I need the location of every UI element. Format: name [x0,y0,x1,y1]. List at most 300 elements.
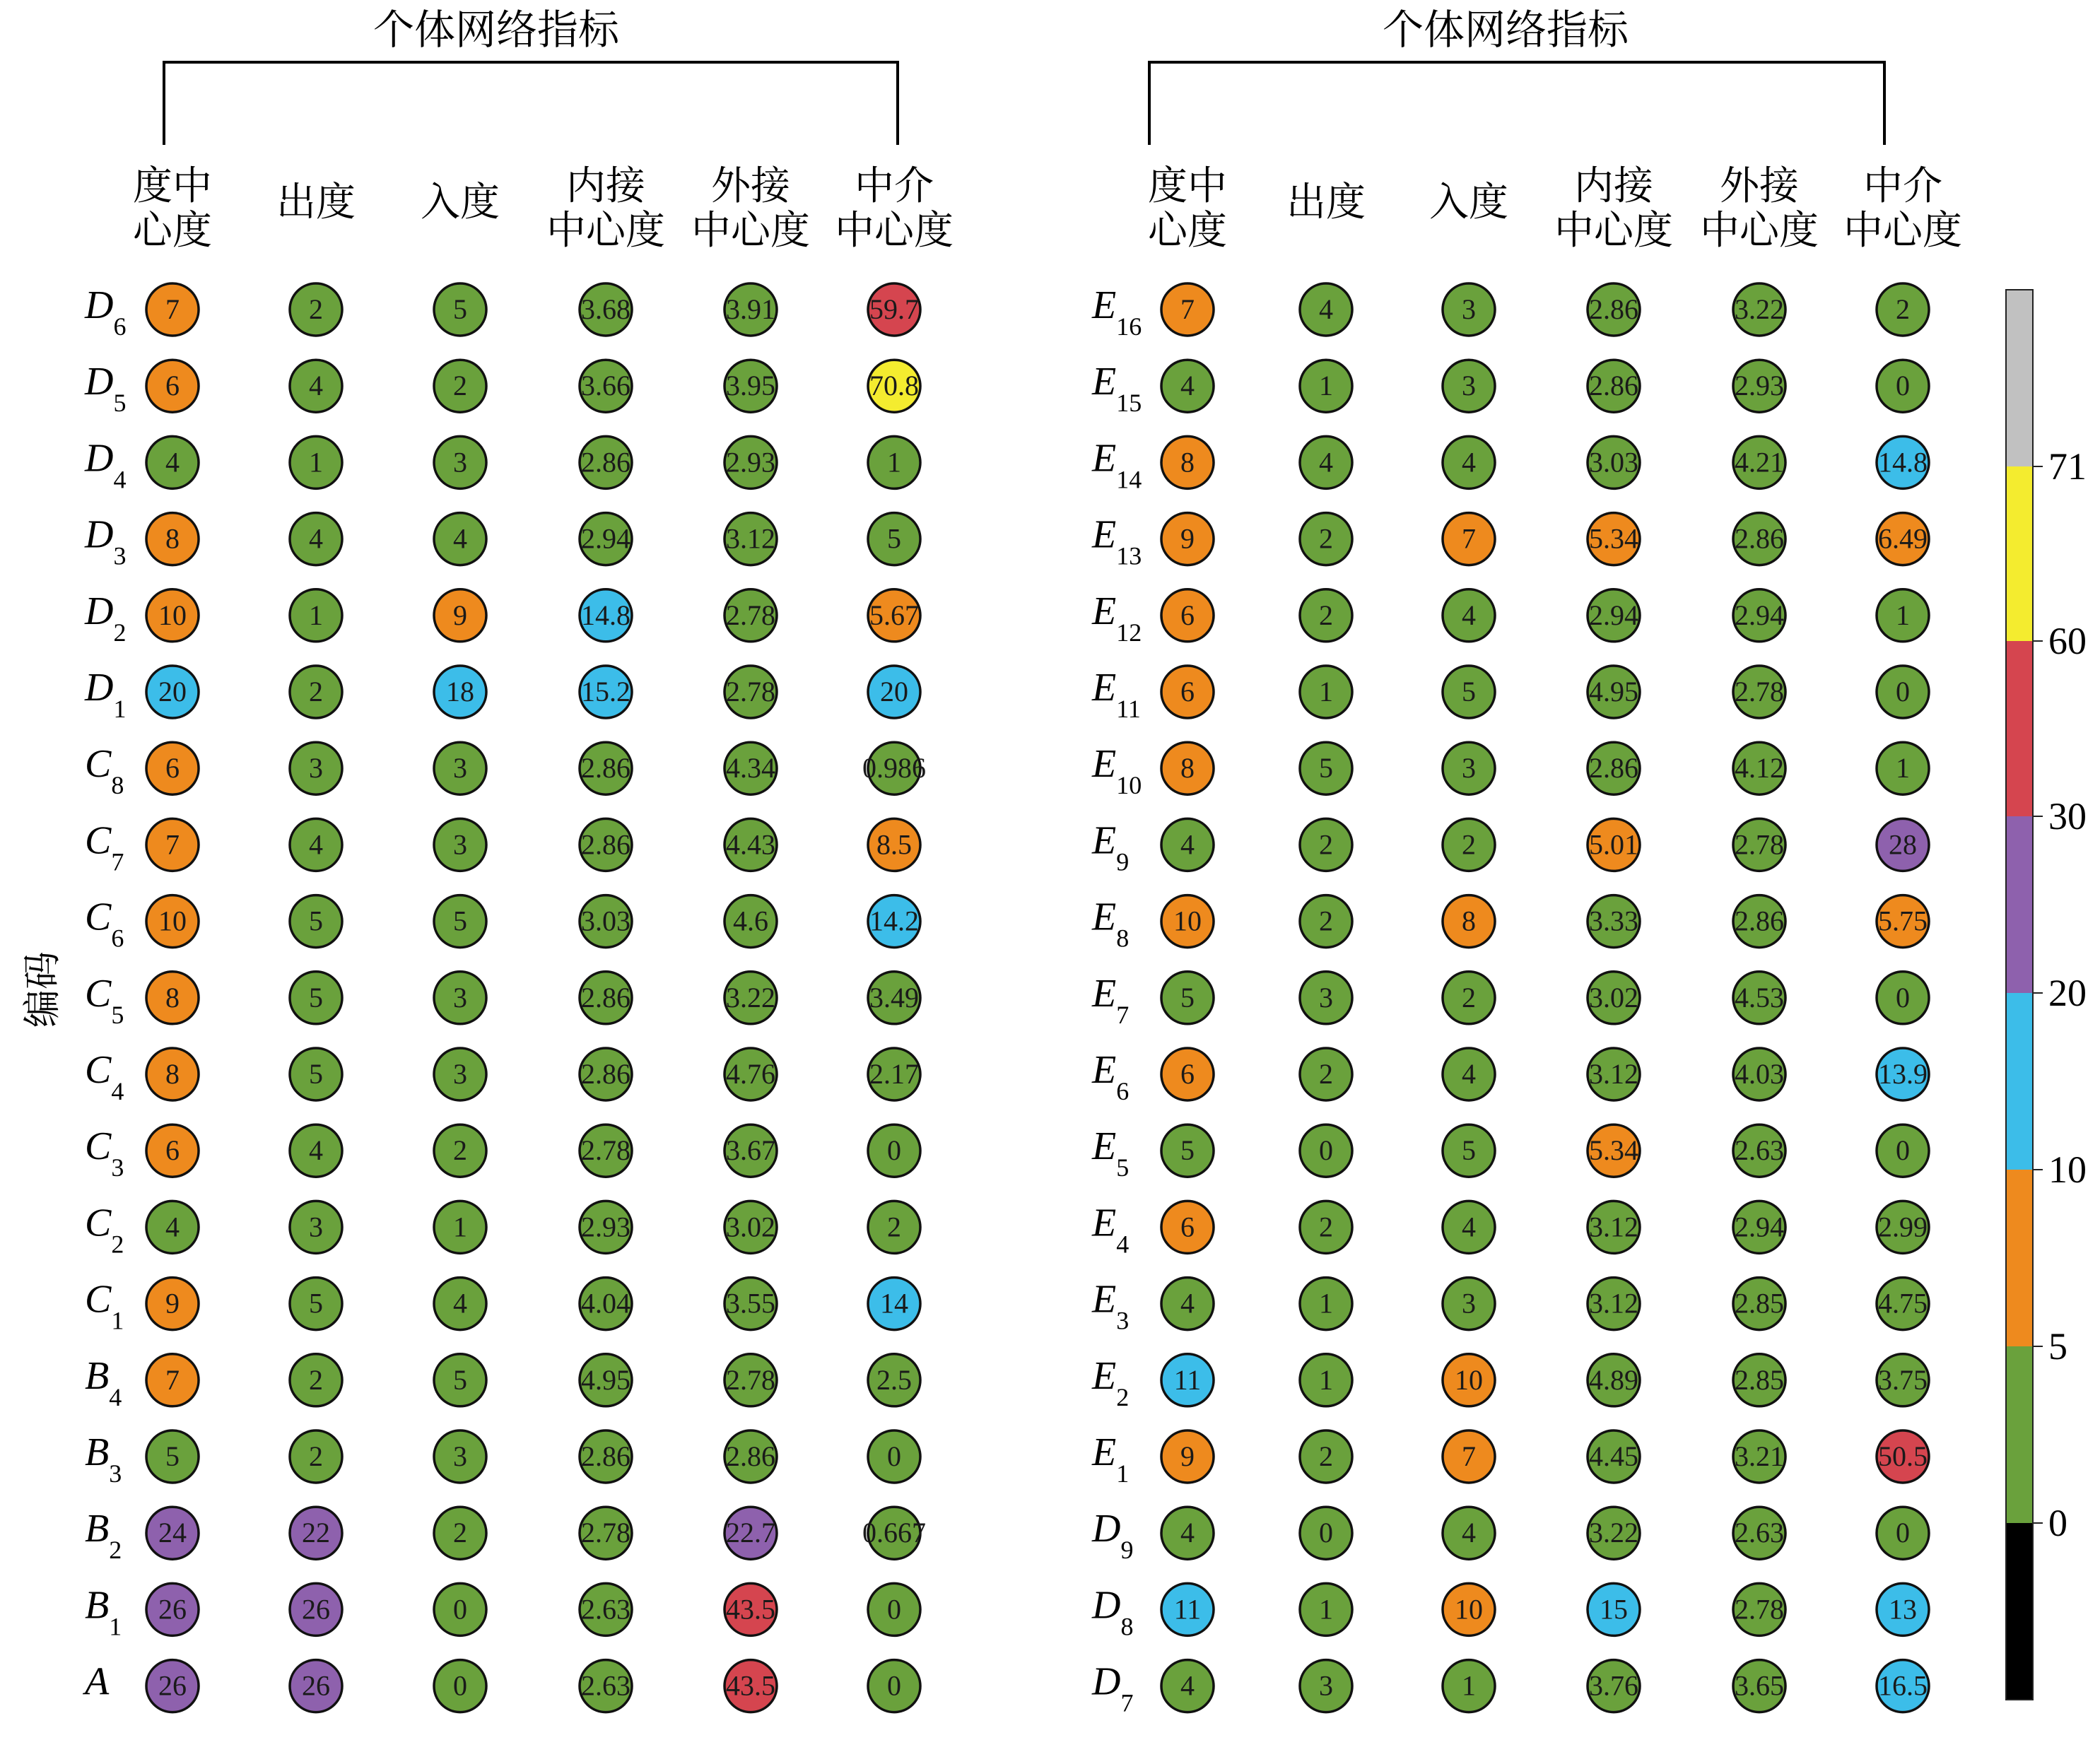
color-legend [2006,290,2087,1700]
colorbar-tick-label: 71 [2048,445,2087,488]
value-label: 0 [1896,370,1910,402]
table-row [85,1507,926,1564]
value-label: 4.04 [581,1287,630,1319]
value-label: 5 [1319,752,1333,784]
colorbar-segment [2006,816,2033,993]
value-label: 10 [158,599,187,631]
value-label: 28 [1889,828,1917,861]
value-label: 4.6 [733,905,768,937]
value-label: 3.12 [726,522,775,555]
value-label: 5 [1462,676,1476,707]
value-label: 3.68 [581,293,630,325]
value-label: 26 [302,1593,330,1626]
value-label: 1 [1896,752,1910,784]
colorbar-segment [2006,290,2033,466]
value-label: 2 [453,370,467,402]
value-label: 4 [165,1211,180,1243]
value-label: 4 [1319,293,1333,325]
value-label: 3 [453,1440,467,1472]
value-label: 2 [453,1517,467,1549]
row-label: $B_4$ [85,1353,122,1411]
row-label: $D_3$ [85,512,127,570]
value-label: 2.63 [1735,1517,1784,1549]
value-label: 4.76 [726,1058,775,1090]
value-label: 2.78 [1735,828,1784,861]
table-row [1091,1201,1929,1258]
table-row [1091,513,1929,570]
value-label: 3 [309,1211,323,1243]
value-label: 10 [1455,1593,1483,1626]
row-label: $E_{12}$ [1092,589,1142,647]
value-label: 2.63 [581,1669,630,1702]
row-label: $D_2$ [85,589,127,647]
table-row [1091,1583,1929,1640]
value-label: 4 [1462,1058,1476,1090]
value-label: 20 [158,676,187,707]
value-label: 10 [158,905,187,937]
value-label: 8 [165,981,180,1013]
value-label: 5 [887,522,901,555]
value-label: 2 [453,1134,467,1167]
value-label: 2.78 [1735,1593,1784,1626]
value-label: 3 [1319,1669,1333,1702]
value-label: 2.86 [1589,752,1638,784]
value-label: 7 [1462,522,1476,555]
value-label: 2.86 [581,1440,630,1472]
value-label: 5.01 [1589,828,1638,861]
value-label: 2.94 [1735,1211,1784,1243]
row-label: $D_4$ [85,436,127,494]
value-label: 13 [1889,1593,1917,1626]
value-label: 2.86 [581,446,630,478]
value-label: 2.93 [581,1211,630,1243]
value-label: 14.8 [581,599,630,631]
value-label: 7 [165,1363,180,1396]
value-label: 3.03 [581,905,630,937]
row-label: $C_8$ [85,742,124,800]
row-label: $D_1$ [85,666,127,723]
value-label: 26 [302,1669,330,1702]
value-label: 1 [1319,370,1333,402]
value-label: 2.17 [869,1058,919,1090]
value-label: 0.986 [862,752,926,784]
value-label: 26 [158,1593,187,1626]
value-label: 3 [309,752,323,784]
value-label: 3 [453,446,467,478]
column-header: 度中心度 [133,163,212,254]
value-label: 1 [1319,676,1333,707]
value-label: 3 [453,752,467,784]
row-label: $C_2$ [85,1201,124,1259]
value-label: 7 [1462,1440,1476,1472]
table-row [85,1583,920,1640]
value-label: 9 [1180,522,1195,555]
value-label: 3.91 [726,293,775,325]
value-label: 5.34 [1589,1134,1638,1167]
value-label: 2 [1319,905,1333,937]
value-label: 4.45 [1589,1440,1638,1472]
value-label: 2.86 [1735,905,1784,937]
value-label: 5.34 [1589,522,1638,555]
value-label: 6 [1180,1058,1195,1090]
table-row [1091,972,1929,1029]
value-label: 8 [1462,905,1476,937]
value-label: 1 [1319,1593,1333,1626]
value-label: 2.86 [581,1058,630,1090]
value-label: 2.86 [726,1440,775,1472]
value-label: 4.43 [726,828,775,861]
value-label: 2.78 [726,676,775,707]
value-label: 2.93 [726,446,775,478]
table-row [1091,1660,1929,1717]
value-label: 2 [887,1211,901,1243]
panel-2 [1091,6,1962,1717]
row-label: $D_7$ [1092,1659,1134,1717]
value-label: 2.86 [1735,522,1784,555]
table-row [1091,895,1929,953]
value-label: 2.86 [1589,370,1638,402]
table-row [85,1354,920,1411]
colorbar-segment [2006,641,2033,816]
table-row [84,360,920,417]
value-label: 14.8 [1878,446,1928,478]
value-label: 2.94 [581,522,630,555]
column-header: 内接中心度 [1554,163,1673,254]
value-label: 3 [1462,370,1476,402]
value-label: 3 [1319,981,1333,1013]
column-header: 中介中心度 [835,163,954,254]
value-label: 0.667 [862,1517,926,1549]
row-label: $E_2$ [1092,1353,1130,1411]
table-row [1091,818,1929,876]
value-label: 1 [1319,1363,1333,1396]
table-row [85,742,926,799]
value-label: 9 [165,1287,180,1319]
value-label: 4 [1180,828,1195,861]
value-label: 3.55 [726,1287,775,1319]
value-label: 8 [165,1058,180,1090]
value-label: 1 [309,446,323,478]
column-header: 出度 [1286,180,1366,225]
column-header: 入度 [421,180,500,225]
row-label: $E_{10}$ [1092,742,1142,800]
value-label: 5 [309,981,323,1013]
table-row [84,436,920,493]
value-label: 18 [446,676,474,707]
row-label: $B_2$ [85,1507,122,1565]
value-label: 4 [309,370,323,402]
row-label: $C_5$ [85,971,124,1029]
value-label: 1 [887,446,901,478]
value-label: 2 [1319,828,1333,861]
colorbar-segment [2006,1346,2033,1523]
value-label: 4.95 [581,1363,630,1396]
value-label: 2 [1462,828,1476,861]
table-row [1091,1048,1929,1105]
value-label: 3.02 [726,1211,775,1243]
value-label: 10 [1455,1363,1483,1396]
value-label: 6 [1180,1211,1195,1243]
value-label: 3.22 [726,981,775,1013]
value-label: 3.65 [1735,1669,1784,1702]
value-label: 4 [1180,370,1195,402]
value-label: 2 [309,676,323,707]
value-label: 5.67 [869,599,919,631]
value-label: 2.78 [581,1134,630,1167]
value-label: 3.49 [869,981,919,1013]
value-label: 2.86 [1589,293,1638,325]
value-label: 5 [453,905,467,937]
column-header: 内接中心度 [546,163,665,254]
value-label: 2.78 [581,1517,630,1549]
value-label: 7 [1180,293,1195,325]
value-label: 6 [1180,676,1195,707]
row-label: $C_4$ [85,1048,124,1105]
table-row [1091,283,1929,341]
value-label: 16.5 [1878,1669,1928,1702]
row-label: $E_{16}$ [1092,283,1142,341]
value-label: 3.02 [1589,981,1638,1013]
value-label: 3.66 [581,370,630,402]
value-label: 2 [1319,1058,1333,1090]
value-label: 0 [1896,1134,1910,1167]
value-label: 3.22 [1735,293,1784,325]
value-label: 4 [453,522,467,555]
row-label: $E_{14}$ [1092,436,1142,494]
value-label: 0 [1319,1134,1333,1167]
value-label: 5 [309,1287,323,1319]
value-label: 6.49 [1878,522,1928,555]
value-label: 3.03 [1589,446,1638,478]
value-label: 2.99 [1878,1211,1928,1243]
value-label: 2.86 [581,828,630,861]
value-label: 7 [165,828,180,861]
value-label: 3.12 [1589,1058,1638,1090]
row-label: $E_7$ [1092,971,1130,1029]
value-label: 4.03 [1735,1058,1784,1090]
value-label: 43.5 [726,1593,775,1626]
value-label: 8.5 [876,828,912,861]
value-label: 0 [887,1134,901,1167]
value-label: 2 [1319,1211,1333,1243]
table-row [1091,360,1929,417]
row-label: $D_9$ [1092,1507,1134,1565]
value-label: 3.75 [1878,1363,1928,1396]
table-row [84,283,920,341]
panel-1 [82,6,954,1712]
value-label: 6 [165,1134,180,1167]
value-label: 3 [1462,293,1476,325]
value-label: 0 [453,1593,467,1626]
value-label: 2 [1319,522,1333,555]
table-row [1091,1507,1929,1564]
colorbar-tick-label: 60 [2048,620,2087,662]
value-label: 1 [1319,1287,1333,1319]
colorbar-tick-label: 30 [2048,795,2087,837]
value-label: 3 [1462,1287,1476,1319]
value-label: 2.86 [581,981,630,1013]
row-label: $D_5$ [85,360,127,418]
value-label: 4.53 [1735,981,1784,1013]
value-label: 4.34 [726,752,775,784]
table-row [84,589,920,647]
value-label: 4 [309,1134,323,1167]
row-label: $E_5$ [1092,1124,1130,1182]
colorbar-segment [2006,993,2033,1170]
value-label: 0 [453,1669,467,1702]
value-label: 2 [1319,599,1333,631]
column-header: 外接中心度 [691,163,810,254]
value-label: 2.78 [726,599,775,631]
row-label: $C_3$ [85,1124,124,1182]
row-label: A [85,1659,110,1704]
row-label: $E_{15}$ [1092,360,1142,418]
value-label: 4.95 [1589,676,1638,707]
table-row [1091,742,1929,799]
colorbar-tick-label: 0 [2048,1502,2067,1544]
value-label: 3 [453,981,467,1013]
value-label: 1 [453,1211,467,1243]
table-row [1091,436,1929,493]
value-label: 1 [1462,1669,1476,1702]
value-label: 8 [1180,752,1195,784]
table-row [1091,666,1929,723]
value-label: 2 [309,1440,323,1472]
value-label: 4 [1319,446,1333,478]
value-label: 13.9 [1878,1058,1928,1090]
value-label: 1 [1896,599,1910,631]
value-label: 1 [309,599,323,631]
value-label: 10 [1173,905,1202,937]
row-label: $E_8$ [1092,895,1130,953]
group-title: 个体网络指标 [1382,6,1629,54]
value-label: 2.63 [581,1593,630,1626]
table-row [85,1048,920,1105]
value-label: 0 [1896,981,1910,1013]
value-label: 5 [309,905,323,937]
value-label: 4 [1180,1669,1195,1702]
value-label: 4 [309,828,323,861]
value-label: 3 [1462,752,1476,784]
value-label: 8 [1180,446,1195,478]
value-label: 2 [309,293,323,325]
value-label: 3.67 [726,1134,775,1167]
table-row [82,1660,920,1712]
value-label: 4.21 [1735,446,1784,478]
value-label: 2.78 [1735,676,1784,707]
value-label: 22.7 [726,1517,775,1549]
value-label: 6 [165,370,180,402]
value-label: 3 [453,1058,467,1090]
value-label: 5 [165,1440,180,1472]
column-header: 入度 [1429,180,1508,225]
table-row [1091,1124,1929,1182]
value-label: 4 [453,1287,467,1319]
table-row [85,1124,920,1182]
row-label: $E_9$ [1092,818,1130,876]
value-label: 4 [1462,1211,1476,1243]
value-label: 4 [165,446,180,478]
value-label: 9 [453,599,467,631]
row-label: $D_8$ [1092,1583,1134,1641]
value-label: 3.76 [1589,1669,1638,1702]
value-label: 5 [309,1058,323,1090]
value-label: 24 [158,1517,187,1549]
table-row [1091,1278,1929,1335]
value-label: 5 [453,293,467,325]
value-label: 4 [1180,1287,1195,1319]
value-label: 11 [1173,1363,1202,1396]
value-label: 7 [165,293,180,325]
table-row [85,972,920,1029]
row-label: $C_6$ [85,895,124,953]
row-label: $B_3$ [85,1430,122,1488]
value-label: 26 [158,1669,187,1702]
row-label: $E_6$ [1092,1048,1130,1105]
value-label: 0 [1896,676,1910,707]
value-label: 0 [887,1669,901,1702]
value-label: 5 [453,1363,467,1396]
column-header: 度中心度 [1148,163,1227,254]
value-label: 15.2 [581,676,630,707]
colorbar-tick-label: 10 [2048,1148,2087,1191]
colorbar-tick-label: 5 [2048,1325,2067,1368]
colorbar-segment [2006,1523,2033,1700]
value-label: 15 [1600,1593,1628,1626]
row-label: $B_1$ [85,1583,122,1641]
row-label: $C_1$ [85,1277,124,1335]
value-label: 2.93 [1735,370,1784,402]
value-label: 3.33 [1589,905,1638,937]
value-label: 0 [1896,1517,1910,1549]
colorbar-segment [2006,1170,2033,1346]
value-label: 3 [453,828,467,861]
group-bracket [164,62,898,145]
value-label: 2 [309,1363,323,1396]
value-label: 11 [1173,1593,1202,1626]
value-label: 4 [1462,1517,1476,1549]
panels [82,6,1962,1717]
value-label: 2.78 [726,1363,775,1396]
value-label: 2 [1319,1440,1333,1472]
value-label: 5.75 [1878,905,1928,937]
colorbar-tick-label: 20 [2048,972,2087,1014]
value-label: 4 [1180,1517,1195,1549]
row-label: $E_1$ [1092,1430,1130,1488]
y-axis-label: 编码 [20,951,64,1028]
value-label: 43.5 [726,1669,775,1702]
value-label: 5 [1180,1134,1195,1167]
row-label: $E_3$ [1092,1277,1130,1335]
value-label: 2.86 [581,752,630,784]
table-row [84,513,920,570]
value-label: 9 [1180,1440,1195,1472]
row-label: $D_6$ [85,283,127,341]
table-row [84,666,920,723]
value-label: 22 [302,1517,330,1549]
value-label: 0 [887,1593,901,1626]
value-label: 3.22 [1589,1517,1638,1549]
value-label: 3.12 [1589,1287,1638,1319]
table-row [85,895,920,953]
value-label: 6 [165,752,180,784]
value-label: 0 [1319,1517,1333,1549]
value-label: 2.85 [1735,1363,1784,1396]
column-header: 出度 [276,180,356,225]
value-label: 8 [165,522,180,555]
table-row [1091,1354,1929,1411]
value-label: 4 [1462,446,1476,478]
